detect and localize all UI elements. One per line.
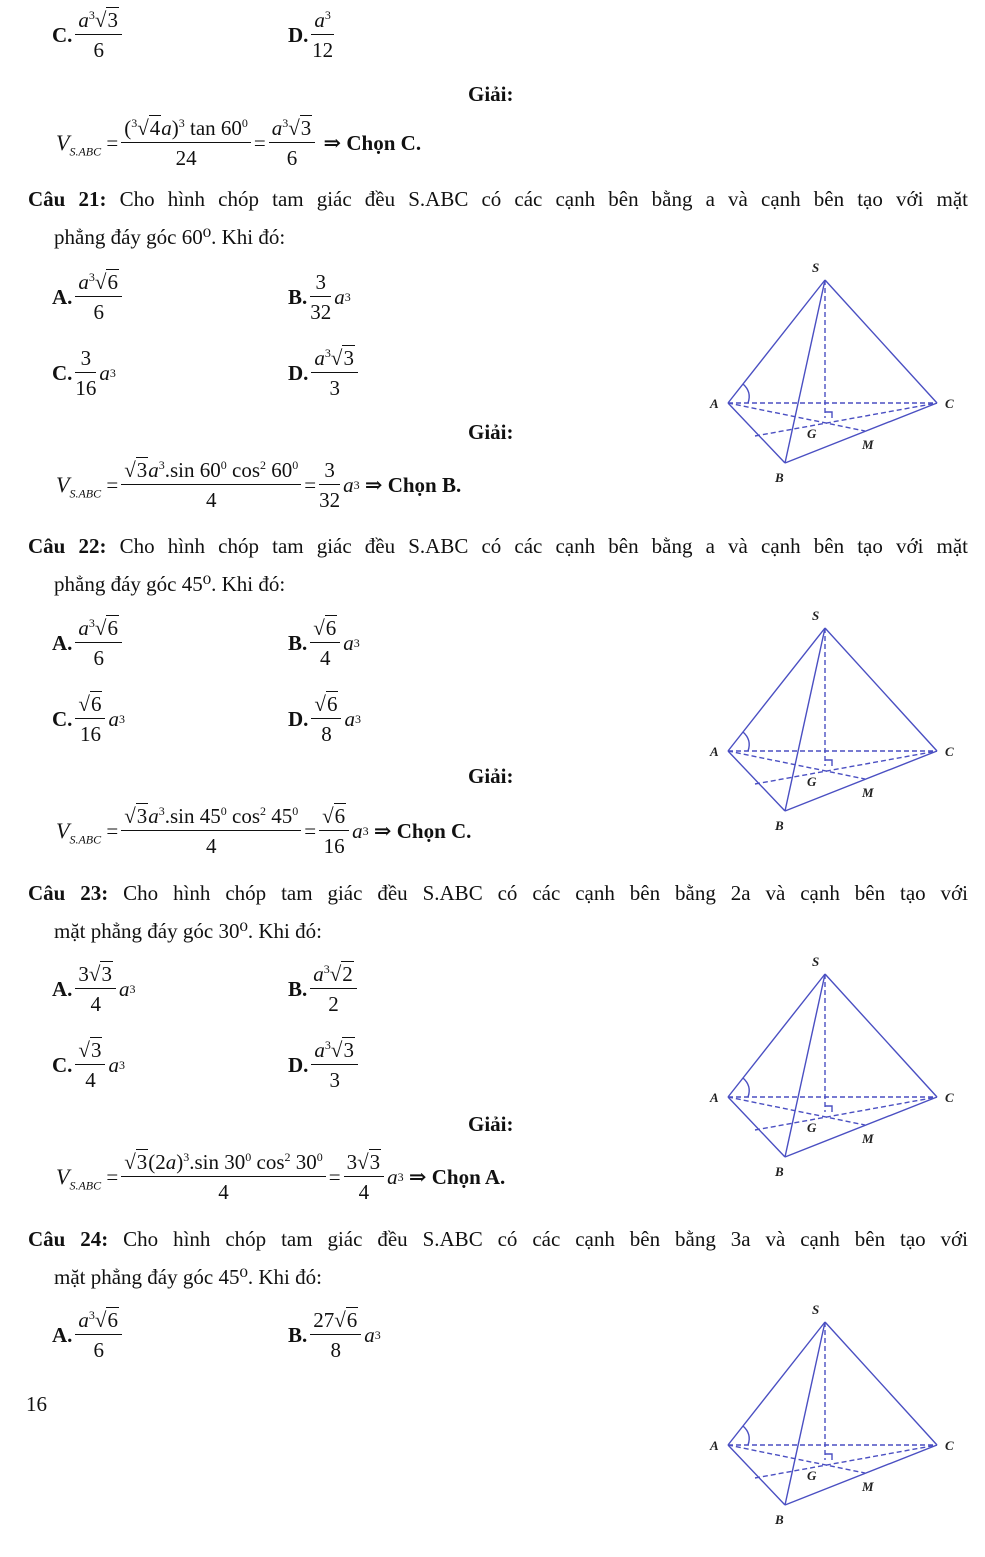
pyramid-figure (700, 1298, 965, 1533)
vertex-label-b: B (775, 1164, 784, 1179)
vertex-label-b: B (775, 1512, 784, 1527)
solution-heading: Giải: (468, 764, 514, 788)
solution-heading: Giải: (468, 420, 514, 444)
answer-choice: ⇒ Chọn C. (323, 131, 422, 155)
vertex-label-a: A (710, 396, 719, 411)
solution-formula: $V_{S.ABC}$ = $\frac{√3a^3.\sin 60^0 \cos^2 60^0}{4}$ = $\frac{3}{32}$ a 3 ⇒ Chọn B. (56, 458, 462, 512)
vertex-label-g: G (807, 1120, 817, 1135)
solution-heading: Giải: (468, 82, 514, 106)
answer-choice: ⇒ Chọn B. (364, 473, 462, 497)
option-b: B. $\frac{√6}{4}$ a 3 (288, 616, 360, 670)
option-a: A. $\frac{a^3√6}{6}$ (52, 270, 125, 324)
vertex-label-m: M (862, 437, 874, 452)
fraction: $\frac{a^3}{12}$ (312, 8, 334, 62)
vertex-label-g: G (807, 774, 817, 789)
answer-choice: ⇒ Chọn A. (408, 1165, 506, 1189)
vertex-label-c: C (945, 744, 954, 759)
vertex-label-m: M (862, 1131, 874, 1146)
option-c: C. $\frac{√3}{4}$ a 3 (52, 1038, 125, 1092)
question-24: Câu 24: Cho hình chóp tam giác đều S.ABC có các cạnh bên bằng 3a và cạnh bên tạo với mặt phẳng đáy góc 45⁰. Khi đó: (28, 1227, 968, 1289)
question-22: Câu 22: Cho hình chóp tam giác đều S.ABC có các cạnh bên bằng a và cạnh bên tạo với mặt phẳng đáy góc 45⁰. Khi đó: (28, 534, 969, 596)
option-a: A. $\frac{a^3√6}{6}$ (52, 616, 125, 670)
page-number: 16 (26, 1392, 47, 1416)
vertex-label-a: A (710, 1438, 719, 1453)
vertex-label-s: S (812, 260, 820, 275)
option-a: A. $\frac{3√3}{4}$ a 3 (52, 962, 136, 1016)
option-b: B. $\frac{3}{32}$ a 3 (288, 270, 351, 324)
solution-formula: $V_{S.ABC}$ = $\frac{√3a^3.\sin 45^0 \cos^2 45^0}{4}$ = $\frac{√6}{16}$ a 3 ⇒ Chọn C. (56, 804, 472, 858)
vertex-label-c: C (945, 1090, 954, 1105)
option-label: D. (288, 22, 309, 47)
question-23: Câu 23: Cho hình chóp tam giác đều S.ABC có các cạnh bên bằng 2a và cạnh bên tạo với mặt phẳng đáy góc 30⁰. Khi đó: (28, 881, 968, 943)
vertex-label-c: C (945, 396, 954, 411)
vertex-label-g: G (807, 1468, 817, 1483)
vertex-label-b: B (775, 470, 784, 485)
option-c: C. $\frac{3}{16}$ a 3 (52, 346, 116, 400)
question-21: Câu 21: Cho hình chóp tam giác đều S.ABC có các cạnh bên bằng a và cạnh bên tạo với mặt phẳng đáy góc 60⁰. Khi đó: (28, 187, 969, 249)
vertex-label-c: C (945, 1438, 954, 1453)
fraction: $\frac{a^3√3}{6}$ (75, 8, 122, 62)
vertex-label-a: A (710, 1090, 719, 1105)
option-a: A. $\frac{a^3√6}{6}$ (52, 1308, 125, 1362)
vertex-label-b: B (775, 818, 784, 833)
solution-heading: Giải: (468, 1112, 514, 1136)
pyramid-figure (700, 256, 965, 491)
option-d: D. $\frac{a^3√3}{3}$ (288, 346, 361, 400)
vertex-label-m: M (862, 1479, 874, 1494)
option-label: C. (52, 22, 73, 47)
vertex-label-a: A (710, 744, 719, 759)
solution-formula: $V_{S.ABC}$ = $\frac{√3(2a)^3.\sin 30^0 \cos^2 30^0}{4}$ = $\frac{3√3}{4}$ a 3 ⇒ Chọn A. (56, 1150, 506, 1204)
option-b: B. $\frac{27√6}{8}$ a 3 (288, 1308, 381, 1362)
option-b: B. $\frac{a^3√2}{2}$ (288, 962, 360, 1016)
option-c (52, 8, 125, 62)
option-d (288, 8, 337, 62)
solution-formula: $V_{S.ABC}$ = $\frac{(^3√4a)^3 \tan 60^0}{24}$ = $\frac{a^3√3}{6}$ ⇒ Chọn C. (56, 116, 422, 170)
vertex-label-s: S (812, 608, 820, 623)
option-d: D. $\frac{√6}{8}$ a 3 (288, 692, 361, 746)
vertex-label-s: S (812, 954, 820, 969)
option-d: D. $\frac{a^3√3}{3}$ (288, 1038, 361, 1092)
answer-choice: ⇒ Chọn C. (373, 819, 472, 843)
pyramid-figure (700, 604, 965, 839)
vertex-label-g: G (807, 426, 817, 441)
vertex-label-s: S (812, 1302, 820, 1317)
vertex-label-m: M (862, 785, 874, 800)
option-c: C. $\frac{√6}{16}$ a 3 (52, 692, 125, 746)
pyramid-figure (700, 950, 965, 1185)
